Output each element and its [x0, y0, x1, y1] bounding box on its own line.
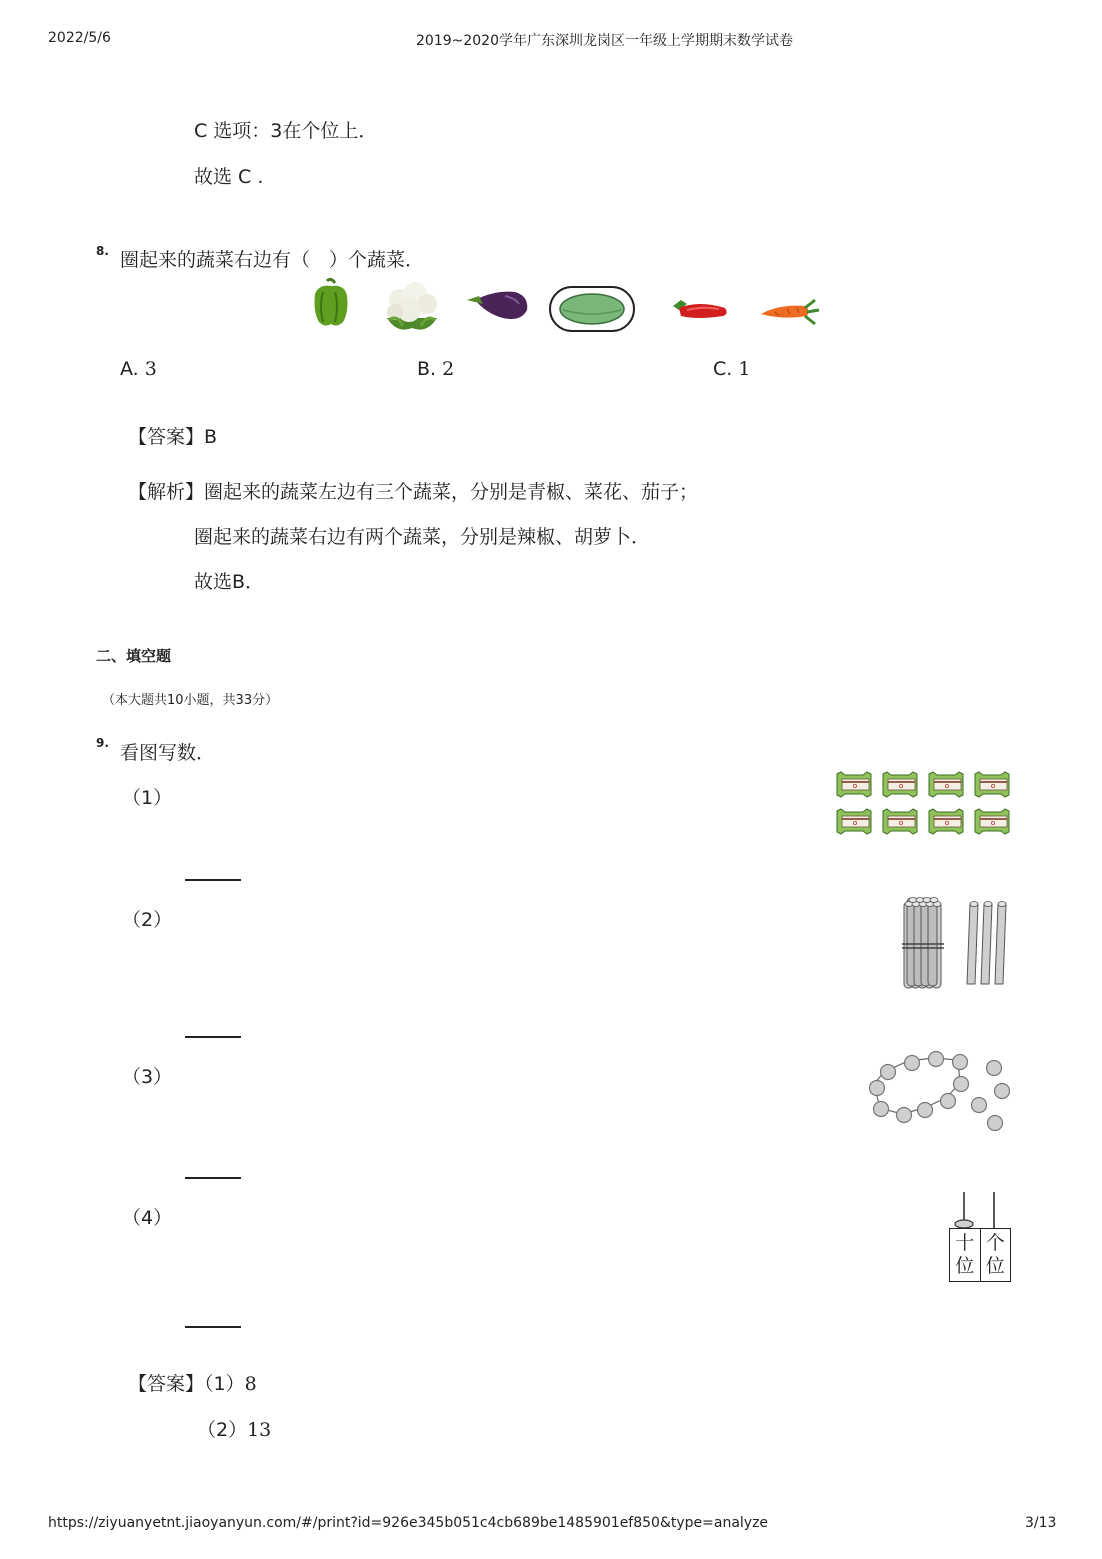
pencil-sharpeners-image — [836, 771, 1012, 835]
page-url[interactable]: https://ziyuanyetnt.jiaoyanyun.com/#/print?id=926e345b051c4cb689be1485901ef850&type=analyze — [48, 1515, 769, 1531]
question-number: 9. — [96, 736, 109, 750]
analysis-conclusion: 故选B． — [194, 571, 265, 593]
part-label: （3） — [122, 1066, 173, 1088]
answer-blank[interactable] — [185, 1177, 241, 1179]
answer-blank[interactable] — [185, 1326, 241, 1328]
pencil-sharpener-icon — [975, 772, 1009, 797]
wax-gourd-icon — [550, 287, 634, 331]
option-c[interactable] — [713, 358, 750, 380]
answer-label: 【答案】 — [128, 426, 205, 448]
document-title: 2019~2020学年广东深圳龙岗区一年级上学期期末数学试卷 — [416, 33, 793, 49]
pencil-sharpener-icon — [837, 809, 871, 834]
counting-sticks-image — [898, 890, 1014, 994]
analysis-line: 圈起来的蔬菜左边有三个蔬菜，分别是青椒、菜花、茄子； — [204, 481, 699, 503]
prev-conclusion: 故选 C . — [194, 166, 264, 188]
pencil-sharpener-icon — [929, 772, 963, 797]
answer-line — [197, 1415, 271, 1442]
option-b[interactable] — [417, 358, 454, 380]
option-b-value: 2 — [442, 358, 455, 380]
answer-block — [128, 422, 217, 449]
bell-pepper-icon — [315, 279, 348, 325]
abacus-base — [949, 1228, 1011, 1282]
answer-blank[interactable] — [185, 879, 241, 881]
option-a[interactable] — [120, 358, 157, 380]
answer-part-label: （1） — [204, 1373, 245, 1395]
abacus-bead-icon — [955, 1220, 973, 1228]
prev-analysis-line: C 选项：3在个位上． — [194, 120, 378, 142]
section-note: （本大题共10小题，共33分） — [102, 693, 279, 708]
answer-value: 13 — [247, 1419, 272, 1441]
option-b-letter: B. — [417, 358, 437, 380]
part-label: （2） — [122, 909, 173, 931]
vegetable-row-image — [305, 278, 825, 336]
pencil-sharpener-icon — [837, 772, 871, 797]
answer-block — [128, 1369, 257, 1396]
part-label: （1） — [122, 787, 173, 809]
stick-bundle-icon — [902, 898, 944, 989]
pencil-sharpener-icon — [883, 809, 917, 834]
option-c-value: 1 — [738, 358, 751, 380]
page-number: 3/13 — [1025, 1515, 1057, 1531]
answer-value: 8 — [244, 1373, 257, 1395]
option-a-letter: A. — [120, 358, 139, 380]
section-title: 二、填空题 — [96, 647, 172, 665]
circled-dots-image — [864, 1046, 1014, 1136]
single-stick-icon — [967, 902, 978, 985]
option-a-value: 3 — [144, 358, 157, 380]
question-stem: 圈起来的蔬菜右边有（ ）个蔬菜． — [120, 249, 425, 271]
cauliflower-icon — [387, 282, 437, 330]
answer-label: 【答案】 — [128, 1373, 205, 1395]
answer-part-label: （2） — [197, 1419, 248, 1441]
single-stick-icon — [981, 902, 992, 985]
option-c-letter: C. — [713, 358, 733, 380]
tens-place-label: 十 位 — [950, 1229, 981, 1281]
carrot-icon — [761, 300, 819, 324]
abacus-rods — [948, 1190, 1012, 1230]
ones-place-label: 个 位 — [985, 1232, 1005, 1277]
answer-value: B — [204, 426, 218, 448]
question-stem: 看图写数． — [120, 742, 216, 764]
abacus — [948, 1190, 1012, 1282]
pencil-sharpener-icon — [929, 809, 963, 834]
eggplant-icon — [467, 292, 527, 319]
part-label: （4） — [122, 1207, 173, 1229]
pencil-sharpener-icon — [975, 809, 1009, 834]
question-number: 8. — [96, 244, 109, 258]
answer-blank[interactable] — [185, 1036, 241, 1038]
red-chili-icon — [673, 300, 727, 318]
pencil-sharpener-icon — [883, 772, 917, 797]
analysis-label: 【解析】 — [128, 481, 205, 503]
single-stick-icon — [995, 902, 1006, 985]
analysis-line: 圈起来的蔬菜右边有两个蔬菜，分别是辣椒、胡萝卜． — [194, 526, 651, 548]
analysis-block — [128, 477, 698, 504]
print-date: 2022/5/6 — [48, 30, 111, 46]
